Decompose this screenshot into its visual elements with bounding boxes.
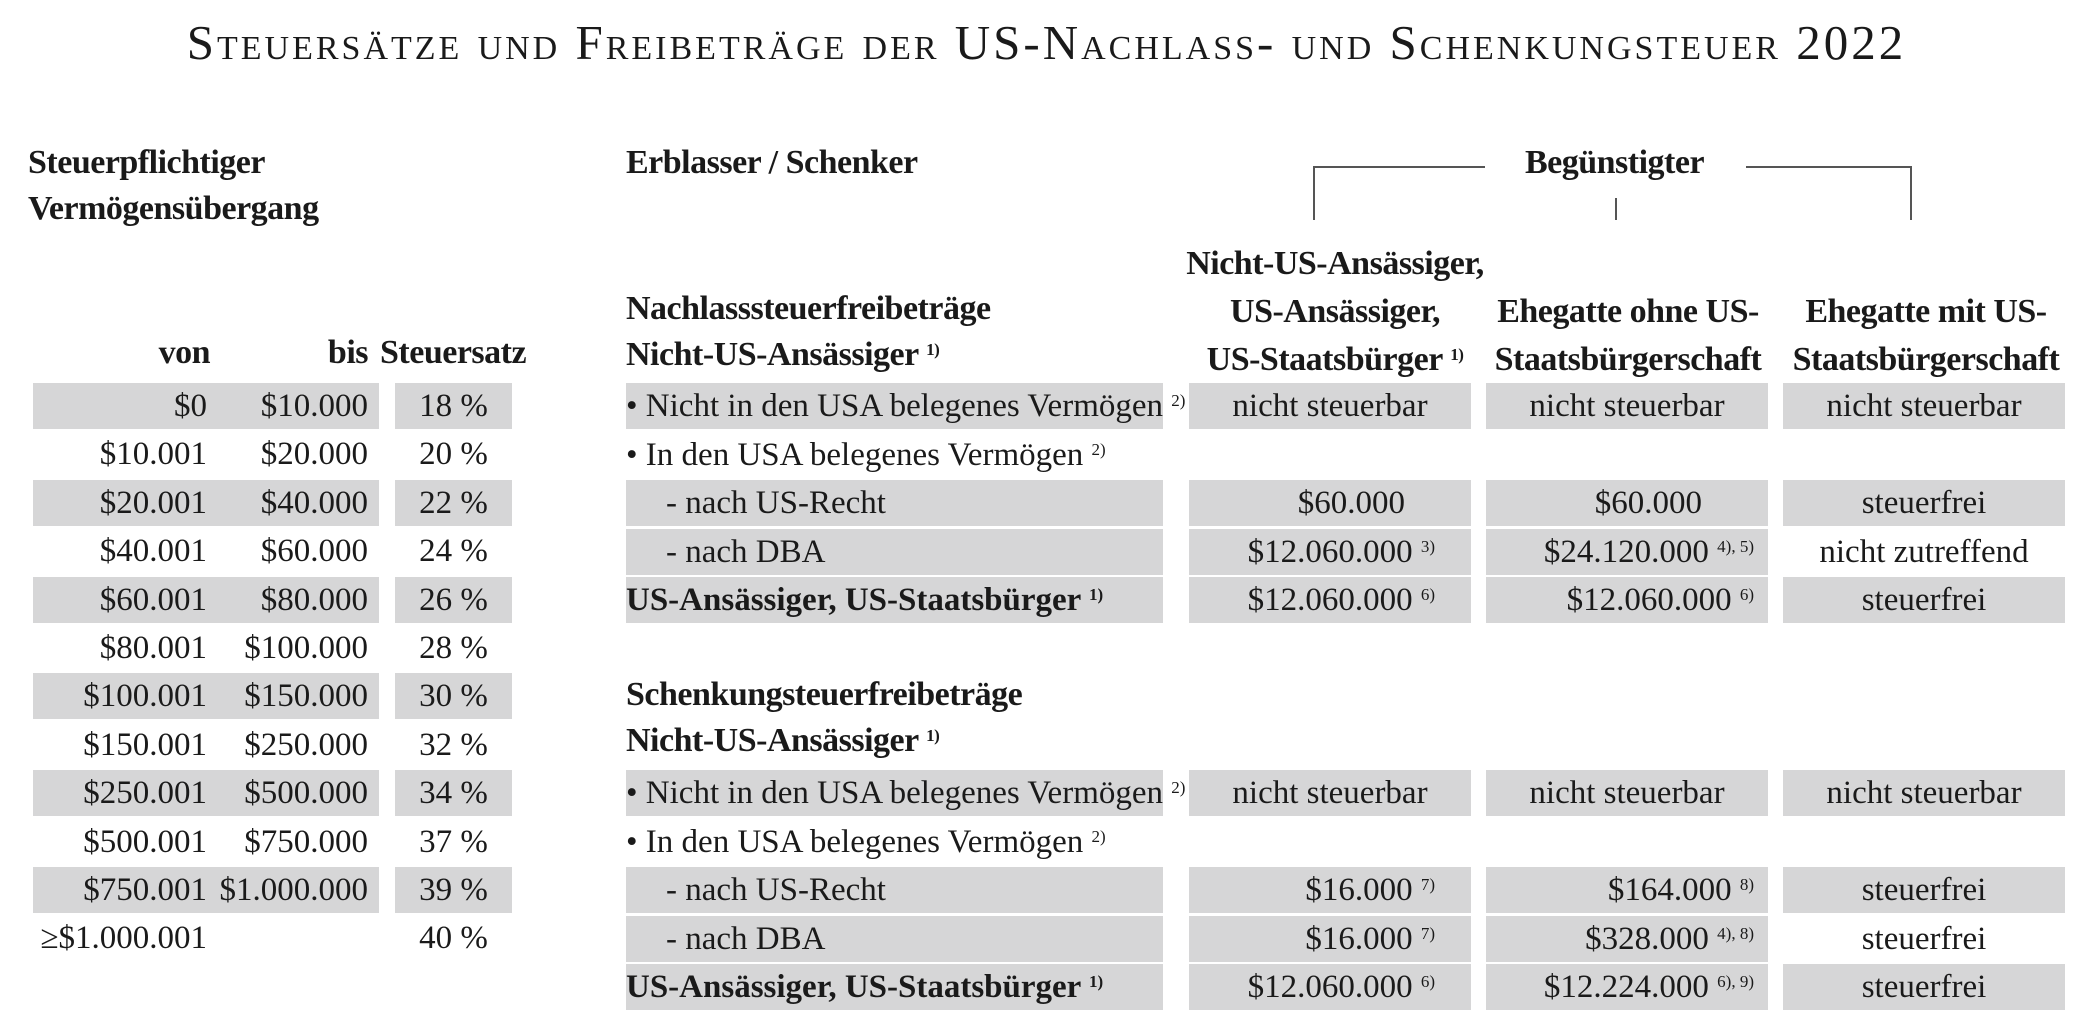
rate-bis: $750.000: [244, 824, 368, 860]
row-value: nicht steuerbar: [1232, 775, 1428, 811]
row-value: nicht steuerbar: [1529, 775, 1725, 811]
bracket-middle: [1615, 198, 1617, 220]
rate-steuersatz: 34 %: [419, 775, 488, 811]
rate-von: $10.001: [99, 436, 207, 472]
nachlass-subheading: Nicht-US-Ansässiger $^{1)}$: [626, 336, 940, 373]
rate-von: ≥$1.000.001: [40, 920, 207, 956]
row-label: US-Ansässiger, US-Staatsbürger $^{1)}$: [626, 582, 1104, 618]
rate-steuersatz: 39 %: [419, 872, 488, 908]
row-value-col3: steuerfrei: [1861, 921, 1987, 957]
rate-bis: $100.000: [244, 630, 368, 666]
row-label: - nach DBA: [666, 921, 826, 957]
rate-steuersatz: 20 %: [419, 436, 488, 472]
row-value: nicht steuerbar: [1232, 388, 1428, 424]
row-label: • In den USA belegenes Vermögen $^{2)}$: [626, 437, 1106, 473]
rate-bis: $80.000: [260, 582, 368, 618]
row-value-col3: steuerfrei: [1861, 582, 1987, 618]
rate-von: $500.001: [83, 824, 207, 860]
row-value: nicht steuerbar: [1529, 388, 1725, 424]
rate-bis: $20.000: [260, 436, 368, 472]
row-value-col3: nicht zutreffend: [1819, 534, 2029, 570]
rate-bis: $1.000.000: [219, 872, 368, 908]
row-label: • In den USA belegenes Vermögen $^{2)}$: [626, 824, 1106, 860]
rate-von: $100.001: [83, 678, 207, 714]
left-header-line2: Vermögensübergang: [28, 190, 319, 227]
erblasser-header: Erblasser / Schenker: [626, 144, 918, 181]
row-label: • Nicht in den USA belegenes Vermögen $^{2)}$: [626, 775, 1186, 811]
rate-bis: $40.000: [260, 485, 368, 521]
row-value-col3: steuerfrei: [1861, 485, 1987, 521]
page-title: Steuersätze und Freibeträge der US-Nachlass- und Schenkungsteuer 2022: [186, 15, 1907, 70]
bracket-left: [1313, 166, 1485, 220]
rate-steuersatz: 22 %: [419, 485, 488, 521]
col3-header: [1776, 288, 2076, 384]
col2-header-line2: Staatsbürgerschaft: [1494, 341, 1762, 378]
row-value-col3: steuerfrei: [1861, 969, 1987, 1005]
row-label: - nach DBA: [666, 534, 826, 570]
rate-von: $750.001: [83, 872, 207, 908]
rate-bis: $500.000: [244, 775, 368, 811]
rate-bis: $150.000: [244, 678, 368, 714]
row-value-col3: nicht steuerbar: [1826, 775, 2022, 811]
nachlass-heading: Nachlasssteuerfreibeträge: [626, 290, 991, 327]
schenkung-heading: Schenkungsteuerfreibeträge: [626, 676, 1023, 713]
row-value-col3: steuerfrei: [1861, 872, 1987, 908]
rate-von: $20.001: [99, 485, 207, 521]
col1-header: [1180, 240, 1490, 384]
rate-steuersatz: 30 %: [419, 678, 488, 714]
col-header-bis: bis: [327, 334, 368, 371]
col1-header-line3: US-Staatsbürger $^{1)}$: [1206, 341, 1464, 378]
rate-von: $80.001: [99, 630, 207, 666]
rate-steuersatz: 28 %: [419, 630, 488, 666]
left-header-line1: Steuerpflichtiger: [28, 144, 265, 181]
rate-von: $250.001: [83, 775, 207, 811]
rate-steuersatz: 24 %: [419, 533, 488, 569]
rate-von: $40.001: [99, 533, 207, 569]
beguenstigter-header: Begünstigter: [1524, 144, 1705, 181]
row-label: • Nicht in den USA belegenes Vermögen $^{2)}$: [626, 388, 1186, 424]
bracket-right: [1746, 166, 1912, 220]
rate-steuersatz: 26 %: [419, 582, 488, 618]
schenkung-subheading: Nicht-US-Ansässiger $^{1)}$: [626, 722, 940, 759]
left-header: [28, 140, 319, 232]
col3-header-line1: Ehegatte mit US-: [1805, 293, 2047, 330]
col2-header-line1: Ehegatte ohne US-: [1497, 293, 1759, 330]
row-value-col3: nicht steuerbar: [1826, 388, 2022, 424]
col1-header-line2: US-Ansässiger,: [1230, 293, 1440, 330]
rate-von: $0: [174, 388, 207, 424]
col3-header-line2: Staatsbürgerschaft: [1792, 341, 2060, 378]
col-header-von: von: [158, 334, 210, 371]
col2-header: [1478, 288, 1778, 384]
rate-bis: $10.000: [260, 388, 368, 424]
rate-bis: $250.000: [244, 727, 368, 763]
row-label: - nach US-Recht: [666, 485, 886, 521]
rate-von: $60.001: [99, 582, 207, 618]
row-label: US-Ansässiger, US-Staatsbürger $^{1)}$: [626, 969, 1104, 1005]
rate-steuersatz: 40 %: [419, 920, 488, 956]
rate-steuersatz: 37 %: [419, 824, 488, 860]
rate-bis: $60.000: [260, 533, 368, 569]
rate-von: $150.001: [83, 727, 207, 763]
rate-steuersatz: 32 %: [419, 727, 488, 763]
rate-steuersatz: 18 %: [419, 388, 488, 424]
col-header-steuersatz: Steuersatz: [380, 334, 527, 371]
col1-header-line1: Nicht-US-Ansässiger,: [1186, 245, 1484, 282]
row-label: - nach US-Recht: [666, 872, 886, 908]
